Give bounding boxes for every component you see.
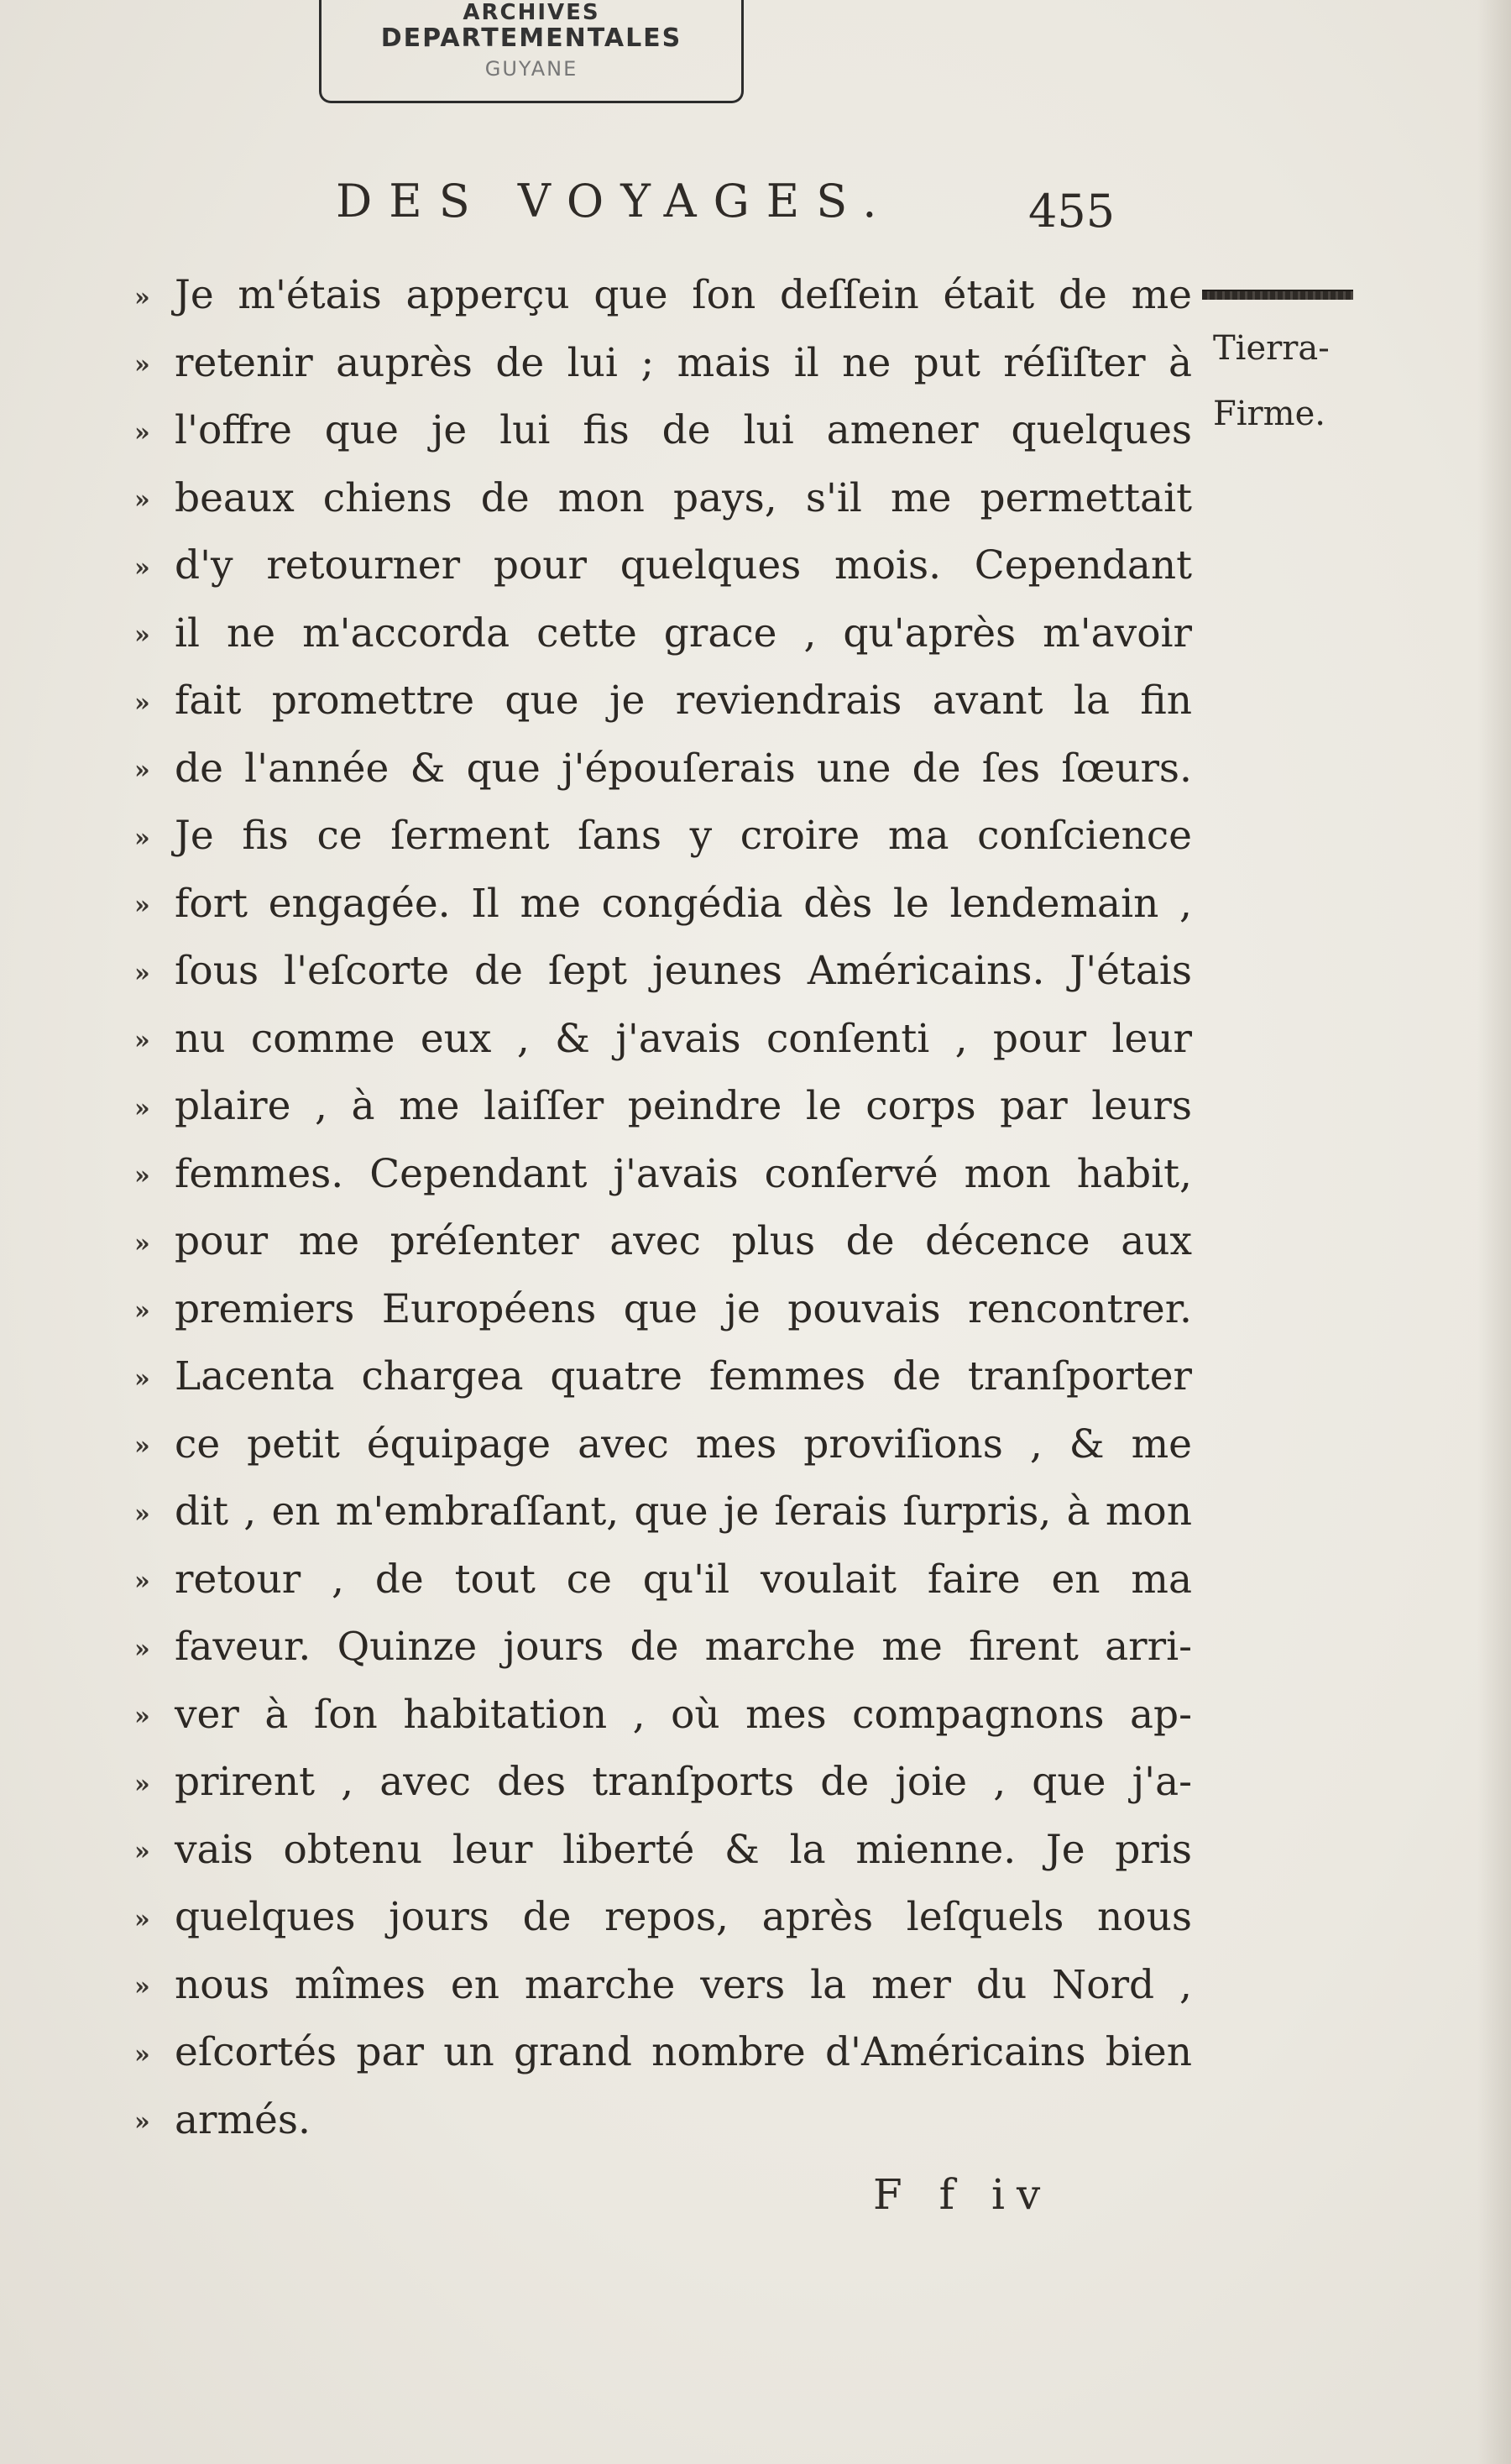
text-line: [134, 667, 1192, 735]
margin-note-line-2: Firme.: [1213, 395, 1325, 433]
text-line: [134, 1343, 1192, 1411]
quote-mark: »: [134, 1904, 150, 1934]
text-line: [134, 1141, 1192, 1209]
quote-mark: »: [134, 2039, 150, 2069]
line-text: ce petit équipage avec mes proviſions , & me: [175, 1420, 1192, 1467]
quote-mark: »: [134, 1161, 150, 1191]
text-line: [134, 735, 1192, 803]
stamp-line-1: ARCHIVES: [463, 0, 600, 25]
line-text: Je m'étais apperçu que ſon deſſein était de me: [175, 272, 1192, 318]
quote-mark: »: [134, 958, 150, 988]
line-text: d'y retourner pour quelques mois. Cependant: [175, 542, 1192, 589]
text-line: [134, 1478, 1192, 1546]
text-line: [134, 532, 1192, 600]
text-line: [134, 1276, 1192, 1344]
page-number: 455: [1028, 185, 1116, 238]
quote-mark: »: [134, 2107, 150, 2137]
text-line: [134, 465, 1192, 533]
quote-mark: »: [134, 552, 150, 583]
quote-mark: »: [134, 756, 150, 786]
quote-mark: »: [134, 417, 150, 447]
line-text: dit , en m'embraſſant, que je ſerais ſurpris, à mon: [175, 1488, 1192, 1535]
text-line: [134, 1546, 1192, 1614]
line-text: faveur. Quinze jours de marche me firent arri-: [175, 1624, 1192, 1670]
quote-mark: »: [134, 1567, 150, 1597]
stamp-line-2: DEPARTEMENTALES: [380, 24, 682, 53]
quote-mark: »: [134, 1093, 150, 1123]
text-line: [134, 803, 1192, 871]
line-text: plaire , à me laiſſer peindre le corps par leurs: [175, 1083, 1192, 1129]
quote-mark: »: [134, 891, 150, 921]
line-text: pour me préſenter avec plus de décence aux: [175, 1218, 1192, 1264]
line-text: eſcortés par un grand nombre d'Américains bien: [175, 2029, 1192, 2075]
text-line: [134, 397, 1192, 465]
page-edge-shadow: [1477, 0, 1511, 2464]
signature-mark: F f iv: [873, 2170, 1053, 2219]
quote-mark: »: [134, 282, 150, 312]
text-line: [134, 1682, 1192, 1750]
quote-mark: »: [134, 485, 150, 515]
text-line: [134, 1749, 1192, 1817]
line-text: ver à ſon habitation , où mes compagnons ap-: [175, 1691, 1192, 1738]
quote-mark: »: [134, 688, 150, 718]
text-line: [134, 1614, 1192, 1682]
text-line: [134, 1884, 1192, 1952]
body-text: [134, 262, 1192, 2154]
text-line: [134, 2019, 1192, 2087]
text-line: [134, 1817, 1192, 1885]
margin-rule: [1202, 290, 1353, 300]
running-title: DES VOYAGES.: [336, 175, 894, 228]
quote-mark: »: [134, 1026, 150, 1056]
line-text: Je fis ce ſerment ſans y croire ma conſcience: [175, 813, 1192, 859]
quote-mark: »: [134, 1228, 150, 1258]
line-text: vais obtenu leur liberté & la mienne. Je pris: [175, 1826, 1192, 1873]
quote-mark: »: [134, 1296, 150, 1326]
archive-stamp: [319, 0, 744, 103]
line-text: fort engagée. Il me congédia dès le lendemain ,: [175, 880, 1192, 927]
stamp-line-3: GUYANE: [484, 57, 578, 81]
line-text: femmes. Cependant j'avais conſervé mon habit,: [175, 1150, 1192, 1197]
text-line: [134, 938, 1192, 1006]
text-line: [134, 330, 1192, 398]
quote-mark: »: [134, 1837, 150, 1867]
line-text: retour , de tout ce qu'il voulait faire en ma: [175, 1556, 1192, 1603]
line-text: prirent , avec des tranſports de joie , que j'a-: [175, 1759, 1192, 1805]
text-line: [134, 262, 1192, 330]
text-line: [134, 1073, 1192, 1141]
line-text: fait promettre que je reviendrais avant la fin: [175, 677, 1192, 724]
line-text: ſous l'eſcorte de ſept jeunes Américains. J'étais: [175, 948, 1192, 994]
quote-mark: »: [134, 1972, 150, 2002]
line-text: l'offre que je lui fis de lui amener quelques: [175, 407, 1192, 453]
line-text: nu comme eux , & j'avais conſenti , pour leur: [175, 1015, 1192, 1062]
text-line: [134, 1006, 1192, 1074]
quote-mark: »: [134, 620, 150, 651]
quote-mark: »: [134, 823, 150, 853]
line-text: de l'année & que j'épouſerais une de ſes ſœurs.: [175, 745, 1192, 792]
line-text: premiers Européens que je pouvais rencontrer.: [175, 1285, 1192, 1332]
quote-mark: »: [134, 1499, 150, 1529]
quote-mark: »: [134, 1769, 150, 1799]
text-line: [134, 871, 1192, 939]
text-line: [134, 2087, 1192, 2155]
text-line: [134, 1208, 1192, 1276]
quote-mark: »: [134, 1702, 150, 1732]
line-text: beaux chiens de mon pays, s'il me permettait: [175, 474, 1192, 521]
quote-mark: »: [134, 1363, 150, 1394]
line-text: il ne m'accorda cette grace , qu'après m'avoir: [175, 609, 1192, 657]
line-text: armés.: [175, 2096, 311, 2143]
line-text: retenir auprès de lui ; mais il ne put réſiſter à: [175, 339, 1192, 386]
text-line: [134, 600, 1192, 668]
text-line: [134, 1411, 1192, 1479]
margin-note-line-1: Tierra-: [1213, 329, 1330, 368]
quote-mark: »: [134, 350, 150, 380]
line-text: quelques jours de repos, après leſquels nous: [175, 1894, 1192, 1940]
quote-mark: »: [134, 1431, 150, 1462]
line-text: nous mîmes en marche vers la mer du Nord ,: [175, 1961, 1192, 2008]
text-line: [134, 1952, 1192, 2020]
quote-mark: »: [134, 1634, 150, 1664]
line-text: Lacenta chargea quatre femmes de tranſporter: [175, 1353, 1192, 1399]
